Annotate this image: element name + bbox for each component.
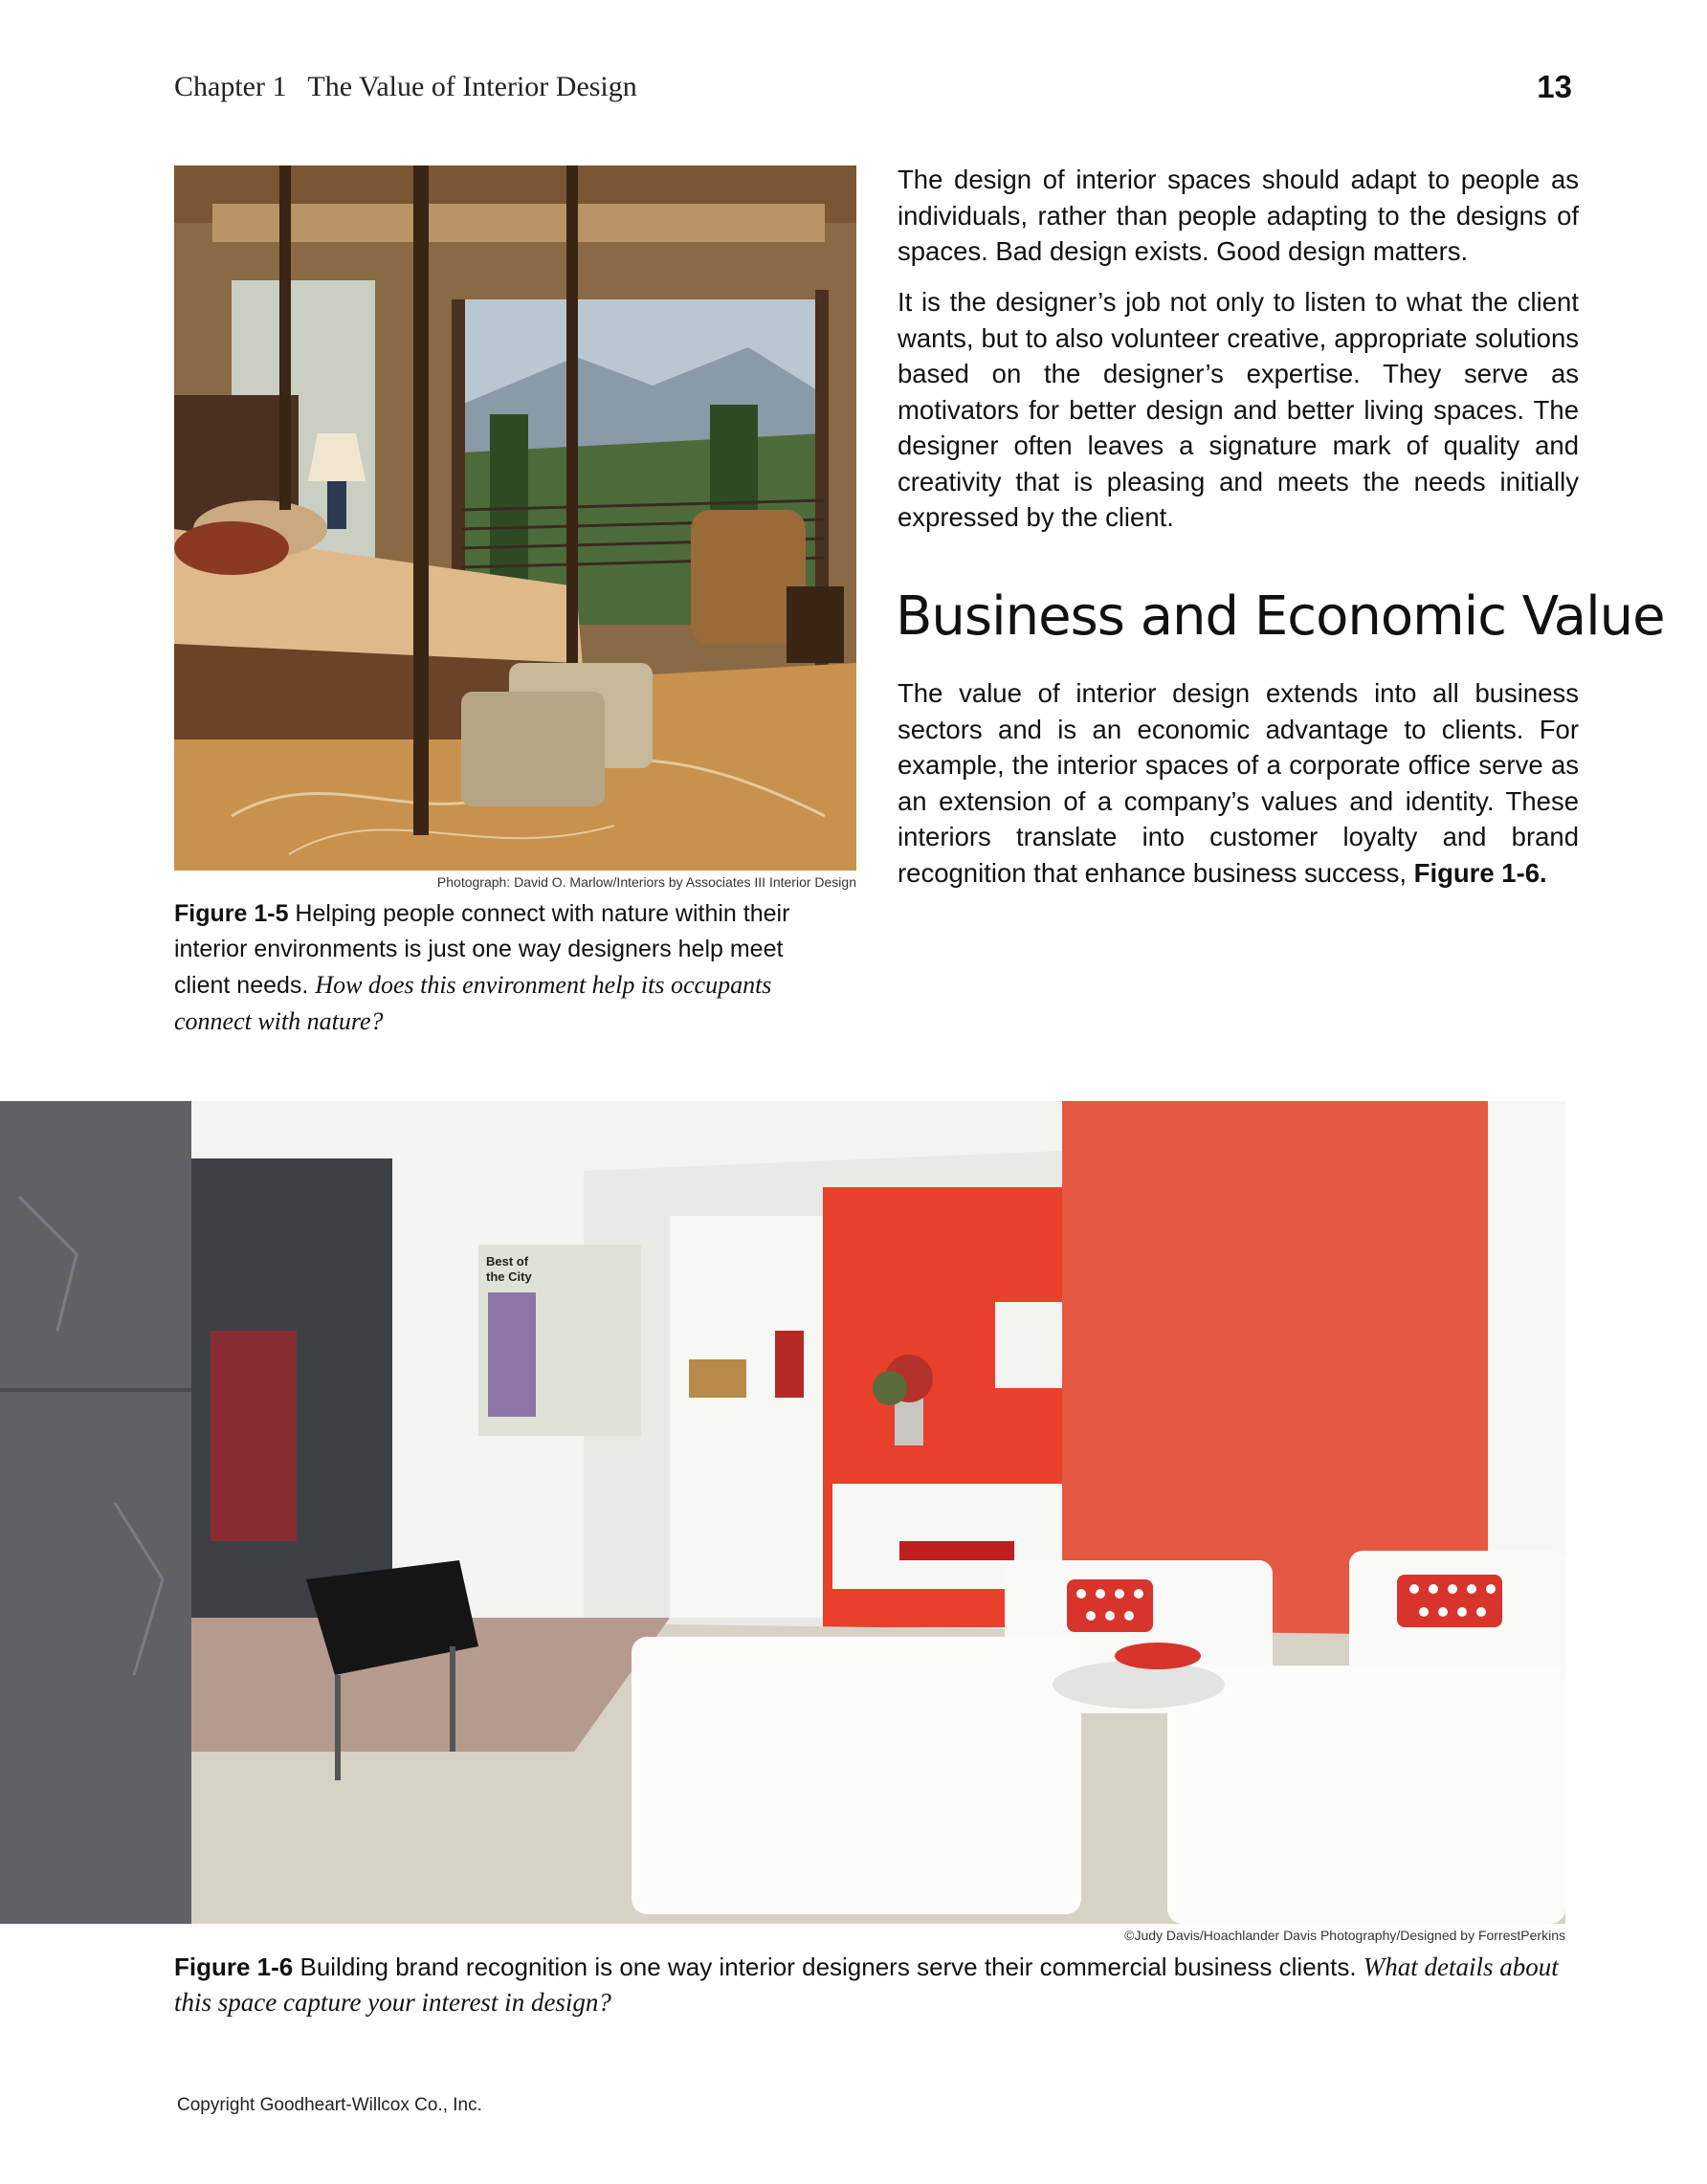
figure-1-6-caption-text: Building brand recognition is one way interior designers serve their commercial business clients. <box>293 1952 1363 1981</box>
figure-1-6-question: What details about this space capture your interest in design? <box>174 1952 1559 2017</box>
running-head: Chapter 1 The Value of Interior Design <box>174 71 637 102</box>
figure-1-6-photo <box>0 1101 1565 1924</box>
copyright-footer: Copyright Goodheart-Willcox Co., Inc. <box>177 2095 482 2115</box>
map-title-2: the City <box>486 1269 532 1284</box>
figure-1-5-credit: Photograph: David O. Marlow/Interiors by Associates III Interior Design <box>436 874 856 890</box>
body-paragraph-1: The design of interior spaces should adapt to people as individuals, rather than people adapting to the designs of spaces. Bad design exists. Good design matters. <box>898 165 1579 266</box>
body-paragraph-2: It is the designer’s job not only to listen to what the client wants, but to also volunteer creative, appropriate solutions based on the designer’s expertise. They serve as motivators for better design and better living spaces. The designer often leaves a signature mark of quality and creativity that is pleasing and meets the needs initially expressed by the client. <box>898 287 1579 532</box>
figure-1-5-label: Figure 1-5 <box>174 900 289 927</box>
figure-1-6-credit: ©Judy Davis/Hoachlander Davis Photography/Designed by ForrestPerkins <box>1124 1928 1565 1943</box>
figure-1-6-caption <box>174 1950 1571 2020</box>
figure-1-5-photo <box>174 165 856 871</box>
figure-1-5-caption-text: Helping people connect with nature within their interior environments is just one way designers help meet client needs. <box>174 900 790 999</box>
map-title-1: Best of <box>486 1254 529 1268</box>
body-paragraph-3 <box>898 675 1579 891</box>
section-heading: Business and Economic Value <box>896 585 1665 648</box>
body-paragraph-3-text: The value of interior design extends into all business sectors and is an economic advantage to clients. For example, the interior spaces of a corporate office serve as an extension of a company’s values and identity. These interiors translate into customer loyalty and brand recognition that enhance business success, <box>898 678 1579 888</box>
figure-1-6-label: Figure 1-6 <box>174 1952 294 1981</box>
figure-1-5-question: How does this environment help its occupants connect with nature? <box>174 971 772 1035</box>
figure-1-5-caption <box>174 896 844 1040</box>
figure-1-6-reference: Figure 1-6. <box>1413 857 1547 888</box>
page-number: 13 <box>1537 69 1572 104</box>
